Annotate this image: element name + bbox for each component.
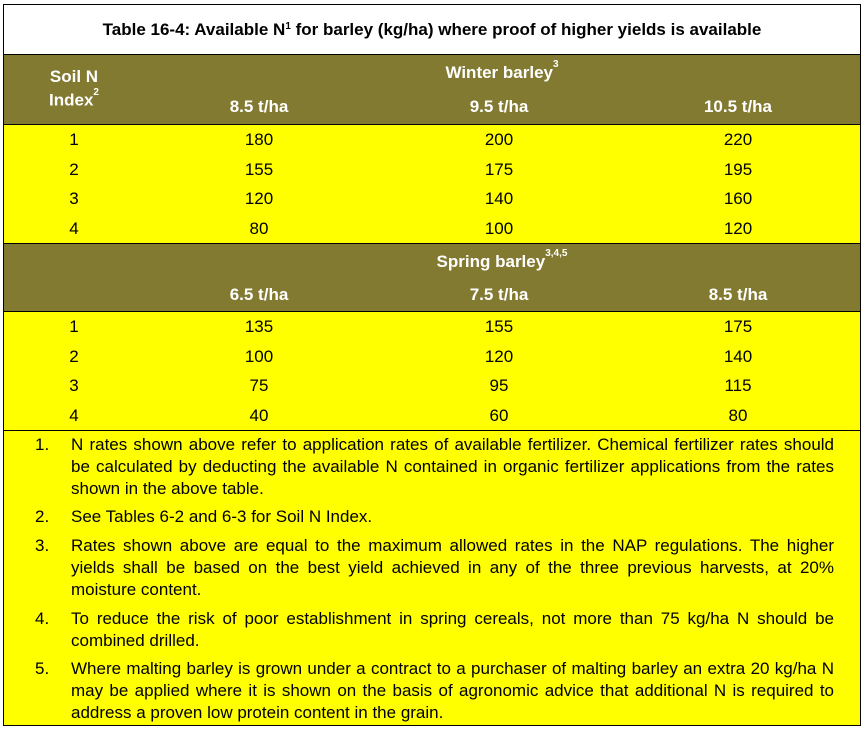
value-cell: 80 (728, 405, 748, 425)
title-rest: for barley (kg/ha) where proof of higher yields is available (290, 19, 762, 39)
value-cell: 95 (489, 376, 509, 395)
spring-header (4, 243, 860, 312)
soil-index-cell: 4 (69, 218, 79, 238)
soil-index-cell: 1 (69, 317, 79, 336)
value-cell: 160 (723, 189, 753, 208)
value-cell: 120 (723, 218, 753, 238)
value-cell: 220 (723, 130, 753, 149)
soil-header-line1: Soil N (49, 67, 99, 86)
value-cell: 60 (489, 405, 509, 425)
table-row (4, 401, 860, 431)
footnote-number: 5. (35, 659, 50, 678)
spring-col-2: 7.5 t/ha (469, 285, 529, 304)
winter-footnote-ref: 3 (552, 59, 559, 71)
value-cell: 100 (244, 346, 274, 366)
table-row (4, 371, 860, 401)
soil-index-cell: 1 (69, 130, 79, 149)
value-cell: 200 (484, 130, 514, 149)
table-row (4, 312, 860, 342)
footnote-text: Rates shown above are equal to the maximum allowed rates in the NAP regulations. The higher yields shall be based on the best yield achieved in any of the three previous harvests, at 20% moisture content. (71, 536, 834, 599)
table-row (4, 184, 860, 214)
soil-index-cell: 2 (69, 159, 79, 179)
winter-col-1: 8.5 t/ha (229, 97, 289, 116)
spring-label: Spring barley (436, 252, 546, 271)
footnote-number: 3. (35, 536, 50, 555)
winter-rows (4, 125, 860, 243)
table-row (4, 342, 860, 372)
soil-index-cell: 3 (69, 189, 79, 208)
value-cell: 155 (484, 317, 514, 336)
value-cell: 155 (244, 159, 274, 179)
footnote-5 (4, 658, 860, 724)
value-cell: 140 (723, 346, 753, 366)
footnote-text: N rates shown above refer to application rates of available fertilizer. Chemical fertilizer rates should be calculated by deducting the available N contained in organic fertilizer applications from the rates shown in the above table. (71, 435, 834, 498)
title-footnote-ref: 1 (285, 21, 291, 32)
footnote-2 (4, 506, 860, 528)
winter-col-2: 9.5 t/ha (469, 97, 529, 116)
soil-index-cell: 3 (69, 376, 79, 395)
value-cell: 180 (244, 130, 274, 149)
value-cell: 120 (484, 346, 514, 366)
value-cell: 100 (484, 218, 514, 238)
spring-footnote-ref: 3,4,5 (545, 248, 568, 260)
soil-header-line2: Index (49, 90, 94, 110)
soil-index-cell: 4 (69, 405, 79, 425)
value-cell: 80 (249, 218, 269, 238)
footnotes (4, 430, 860, 724)
spring-group-label (144, 248, 860, 272)
footnote-number: 2. (35, 507, 50, 526)
value-cell: 75 (249, 376, 269, 395)
table-title (4, 5, 860, 55)
winter-col-3: 10.5 t/ha (703, 97, 773, 116)
footnote-number: 1. (35, 435, 50, 454)
value-cell: 40 (249, 405, 269, 425)
value-cell: 175 (484, 159, 514, 179)
value-cell: 115 (724, 376, 752, 395)
footnote-text: To reduce the risk of poor establishment in spring cereals, not more than 75 kg/ha N should be combined drilled. (71, 609, 834, 650)
footnote-4 (4, 608, 860, 652)
table-row (4, 125, 860, 155)
title-main: Table 16-4: Available N (102, 19, 286, 39)
soil-index-header (4, 67, 144, 111)
spring-col-3: 8.5 t/ha (708, 285, 768, 304)
soil-index-cell: 2 (69, 346, 79, 366)
winter-group-label (144, 59, 860, 83)
footnote-1 (4, 434, 860, 500)
value-cell: 140 (484, 189, 514, 208)
soil-header-footnote-ref: 2 (93, 87, 99, 98)
winter-label: Winter barley (445, 63, 553, 82)
winter-header (4, 55, 860, 125)
footnote-3 (4, 535, 860, 601)
value-cell: 195 (723, 159, 753, 179)
value-cell: 175 (723, 317, 753, 336)
footnote-text: See Tables 6-2 and 6-3 for Soil N Index. (71, 507, 373, 526)
footnote-text: Where malting barley is grown under a contract to a purchaser of malting barley an extra 20 kg/ha N may be applied where it is shown on the basis of agronomic advice that additional N is required to address a proven low protein content in the grain. (71, 659, 834, 722)
barley-nitrogen-table (3, 4, 861, 726)
spring-col-1: 6.5 t/ha (229, 285, 289, 304)
value-cell: 135 (244, 317, 274, 336)
value-cell: 120 (244, 189, 274, 208)
footnote-number: 4. (35, 609, 50, 628)
table-row (4, 155, 860, 185)
table-row (4, 214, 860, 244)
spring-rows (4, 312, 860, 430)
